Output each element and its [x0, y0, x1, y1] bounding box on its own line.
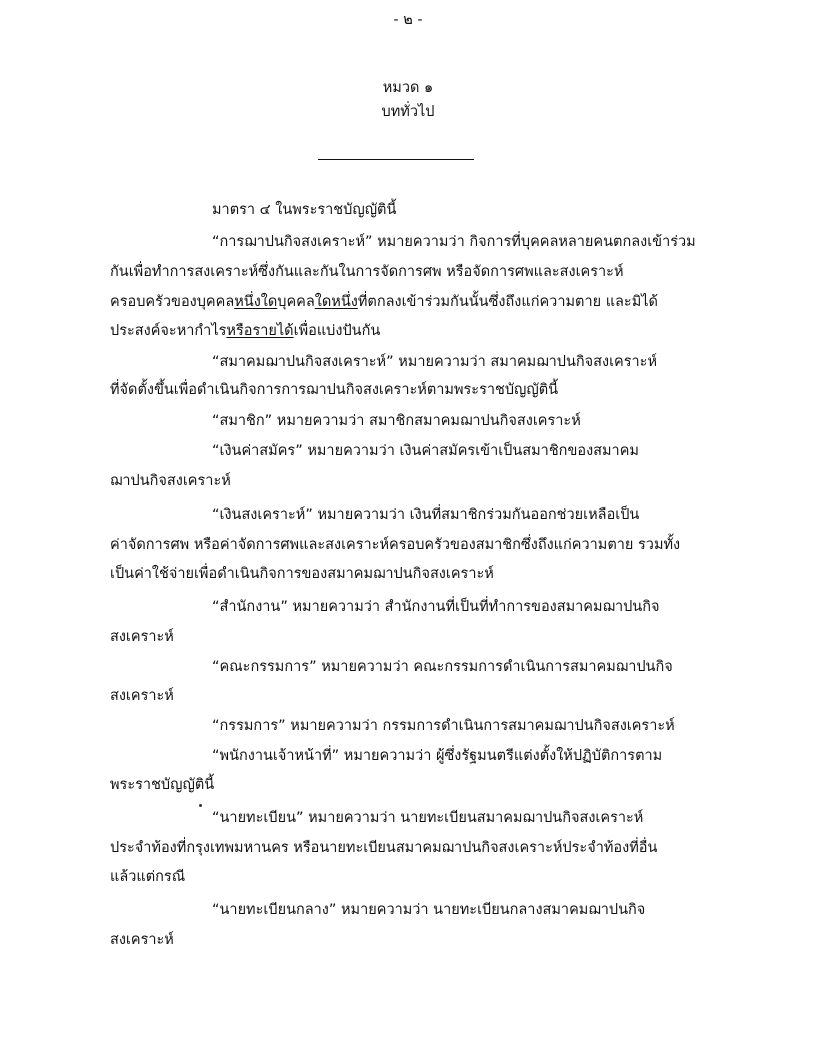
definition-line: “เงินสงเคราะห์” หมายความว่า เงินที่สมาชิกร่วมกันออกช่วยเหลือเป็น [212, 507, 640, 523]
definition-line: “สมาคมฌาปนกิจสงเคราะห์” หมายความว่า สมาคมฌาปนกิจสงเคราะห์ [212, 354, 658, 370]
definition-line: ค่าจัดการศพ หรือค่าจัดการศพและสงเคราะห์ครอบครัวของสมาชิกซึ่งถึงแก่ความตาย รวมทั้ง [110, 537, 681, 553]
definition-line: “การฌาปนกิจสงเคราะห์” หมายความว่า กิจการที่บุคคลหลายคนตกลงเข้าร่วม [212, 234, 696, 250]
definition-line: เป็นค่าใช้จ่ายเพื่อดำเนินกิจการของสมาคมฌาปนกิจสงเคราะห์ [110, 566, 494, 582]
definition-line: “นายทะเบียน” หมายความว่า นายทะเบียนสมาคมฌาปนกิจสงเคราะห์ [212, 810, 644, 826]
inserted-text: หนึ่งใด [234, 294, 278, 310]
definition-line: สงเคราะห์ [110, 629, 174, 645]
definition-line: ฌาปนกิจสงเคราะห์ [110, 473, 231, 489]
definition-line: พระราชบัญญัตินี้ [110, 777, 215, 793]
definition-line: “สมาชิก” หมายความว่า สมาชิกสมาคมฌาปนกิจสงเคราะห์ [212, 413, 581, 429]
definition-line: ที่จัดตั้งขึ้นเพื่อดำเนินกิจการการฌาปนกิจสงเคราะห์ตามพระราชบัญญัตินี้ [110, 382, 559, 398]
scan-speck [199, 804, 202, 807]
inserted-text: หรือรายได้ [226, 323, 294, 339]
definition-line: “นายทะเบียนกลาง” หมายความว่า นายทะเบียนกลางสมาคมฌาปนกิจ [212, 902, 646, 918]
inserted-text: ใด [314, 294, 332, 310]
definition-line: สงเคราะห์ [110, 932, 174, 948]
definition-line: กันเพื่อทำการสงเคราะห์ซึ่งกันและกันในการจัดการศพ หรือจัดการศพและสงเคราะห์ [110, 264, 624, 280]
definition-line: ประจำท้องที่กรุงเทพมหานคร หรือนายทะเบียนสมาคมฌาปนกิจสงเคราะห์ประจำท้องที่อื่น [110, 840, 658, 856]
definition-line: “เงินค่าสมัคร” หมายความว่า เงินค่าสมัครเข้าเป็นสมาชิกของสมาคม [212, 443, 639, 459]
definition-line: “สำนักงาน” หมายความว่า สำนักงานที่เป็นที่ทำการของสมาคมฌาปนกิจ [212, 599, 660, 615]
chapter-title: บททั่วไป [381, 104, 435, 120]
definition-line: “คณะกรรมการ” หมายความว่า คณะกรรมการดำเนินการสมาคมฌาปนกิจ [212, 659, 673, 675]
definition-line: ประสงค์จะหากำไรหรือรายได้เพื่อแบ่งปันกัน [110, 323, 381, 339]
definition-line: “พนักงานเจ้าหน้าที่” หมายความว่า ผู้ซึ่งรัฐมนตรีแต่งตั้งให้ปฏิบัติการตาม [212, 748, 663, 764]
definition-line: แล้วแต่กรณี [110, 869, 186, 885]
title-divider [318, 159, 474, 160]
page-number: - ๒ - [393, 12, 423, 28]
section-intro: มาตรา ๔ ในพระราชบัญญัตินี้ [212, 202, 397, 218]
definition-line: สงเคราะห์ [110, 688, 174, 704]
chapter-heading: หมวด ๑ [382, 80, 434, 96]
definition-line: ครอบครัวของบุคคลหนึ่งใดบุคคลใดหนึ่งที่ตกลงเข้าร่วมกันนั้นซึ่งถึงแก่ความตาย และมิได้ [110, 294, 658, 310]
definition-line: “กรรมการ” หมายความว่า กรรมการดำเนินการสมาคมฌาปนกิจสงเคราะห์ [212, 718, 675, 734]
inserted-text: หนึ่ง [331, 294, 358, 310]
